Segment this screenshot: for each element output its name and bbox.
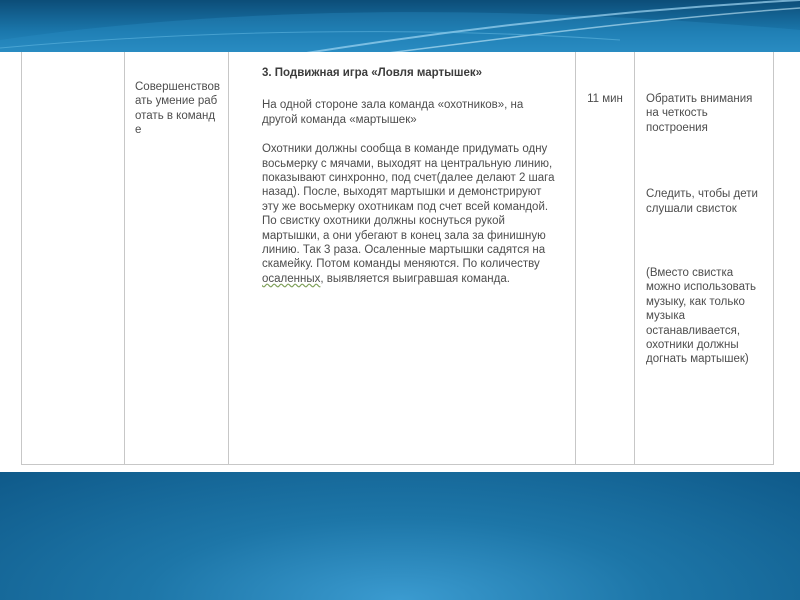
activity-rules	[262, 142, 561, 286]
lesson-table	[21, 52, 774, 465]
goal-cell	[125, 52, 229, 465]
goal-text: Совершенствовать умение работать в команде	[135, 81, 220, 137]
slide-footer-background	[0, 472, 800, 600]
activity-cell	[229, 52, 576, 465]
time-cell	[576, 52, 635, 465]
slide-header-background	[0, 0, 800, 54]
document-slide	[0, 52, 800, 472]
activity-intro: На одной стороне зала команда «охотников», на другой команда «мартышек»	[262, 99, 524, 126]
time-value: 11 мин	[587, 93, 623, 105]
note-formation: Обратить внимания на четкость построения	[646, 93, 753, 134]
notes-cell	[635, 52, 774, 465]
wave-decoration	[0, 0, 800, 54]
note-music: (Вместо свистка можно использовать музыку, как только музыка останавливается, охотники должны догнать мартышек)	[646, 267, 756, 366]
note-whistle: Следить, чтобы дети слушали свисток	[646, 188, 758, 215]
table-row	[22, 52, 774, 465]
empty-cell	[22, 52, 125, 465]
rules-text-1: Охотники должны сообща в команде придумать одну восьмерку с мячами, выходят на центральную линию, показывают синхронно, под счет(далее делают 2 шага назад). После, выходят мартышки и демонстрируют эту же восьмерку охотникам под счет всей командой. По свистку охотники должны коснуться рукой мартышки, а они убегают в конец зала за финишную линию. Так 3 раза. Осаленные мартышки садятся на скамейку. Потом команды меняются. По количеству	[262, 143, 555, 271]
rules-text-2: , выявляется выигравшая команда.	[320, 272, 510, 285]
activity-title: 3. Подвижная игра «Ловля мартышек»	[262, 67, 483, 79]
rules-highlighted-word: осаленных	[262, 272, 321, 285]
